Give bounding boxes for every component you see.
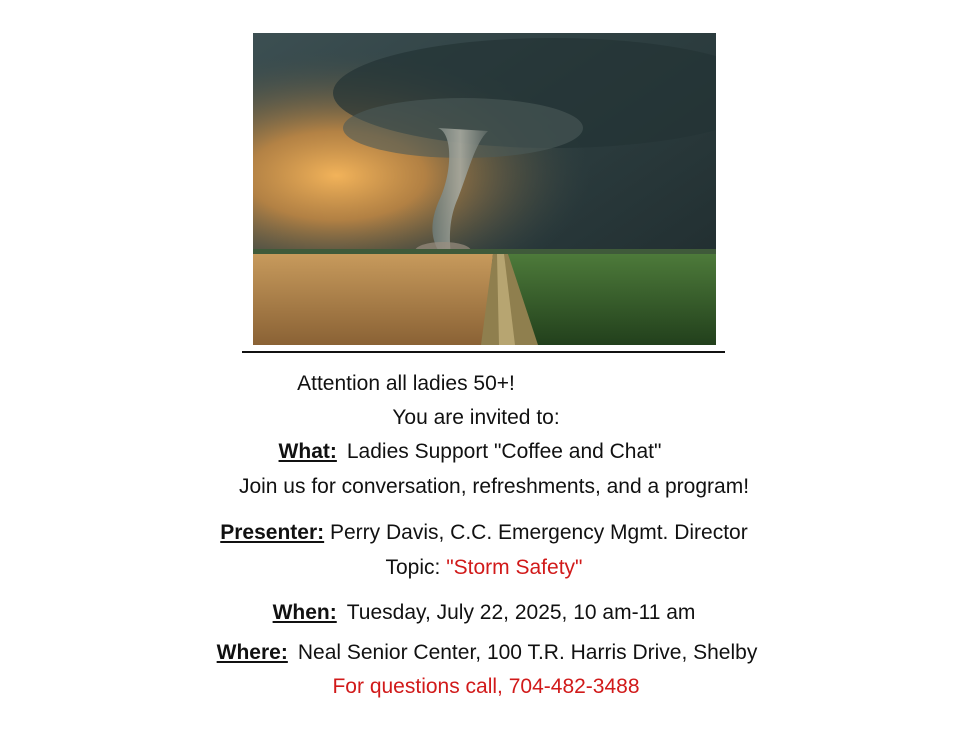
when-label: When: — [272, 601, 337, 624]
what-value: Ladies Support "Coffee and Chat" — [346, 440, 662, 463]
presenter-line — [4, 520, 960, 546]
when-value: Tuesday, July 22, 2025, 10 am-11 am — [346, 601, 696, 624]
presenter-label: Presenter: — [220, 521, 325, 544]
presenter-value: Perry Davis, C.C. Emergency Mgmt. Director — [329, 521, 748, 544]
questions-phone-line: For questions call, 704-482-3488 — [332, 675, 640, 698]
where-line — [7, 640, 960, 666]
topic-line — [4, 555, 960, 581]
divider-line — [242, 351, 725, 353]
join-line: Join us for conversation, refreshments, and a program! — [238, 475, 750, 498]
what-label: What: — [278, 440, 337, 463]
what-line — [0, 439, 950, 465]
where-value: Neal Senior Center, 100 T.R. Harris Drive, Shelby — [297, 641, 758, 664]
invited-line: You are invited to: — [392, 406, 560, 429]
topic-label: Topic: — [385, 556, 441, 579]
when-line — [4, 600, 960, 626]
topic-value: "Storm Safety" — [446, 556, 583, 579]
tornado-photo — [253, 33, 716, 345]
where-label: Where: — [216, 641, 288, 664]
attention-line: Attention all ladies 50+! — [297, 372, 515, 395]
